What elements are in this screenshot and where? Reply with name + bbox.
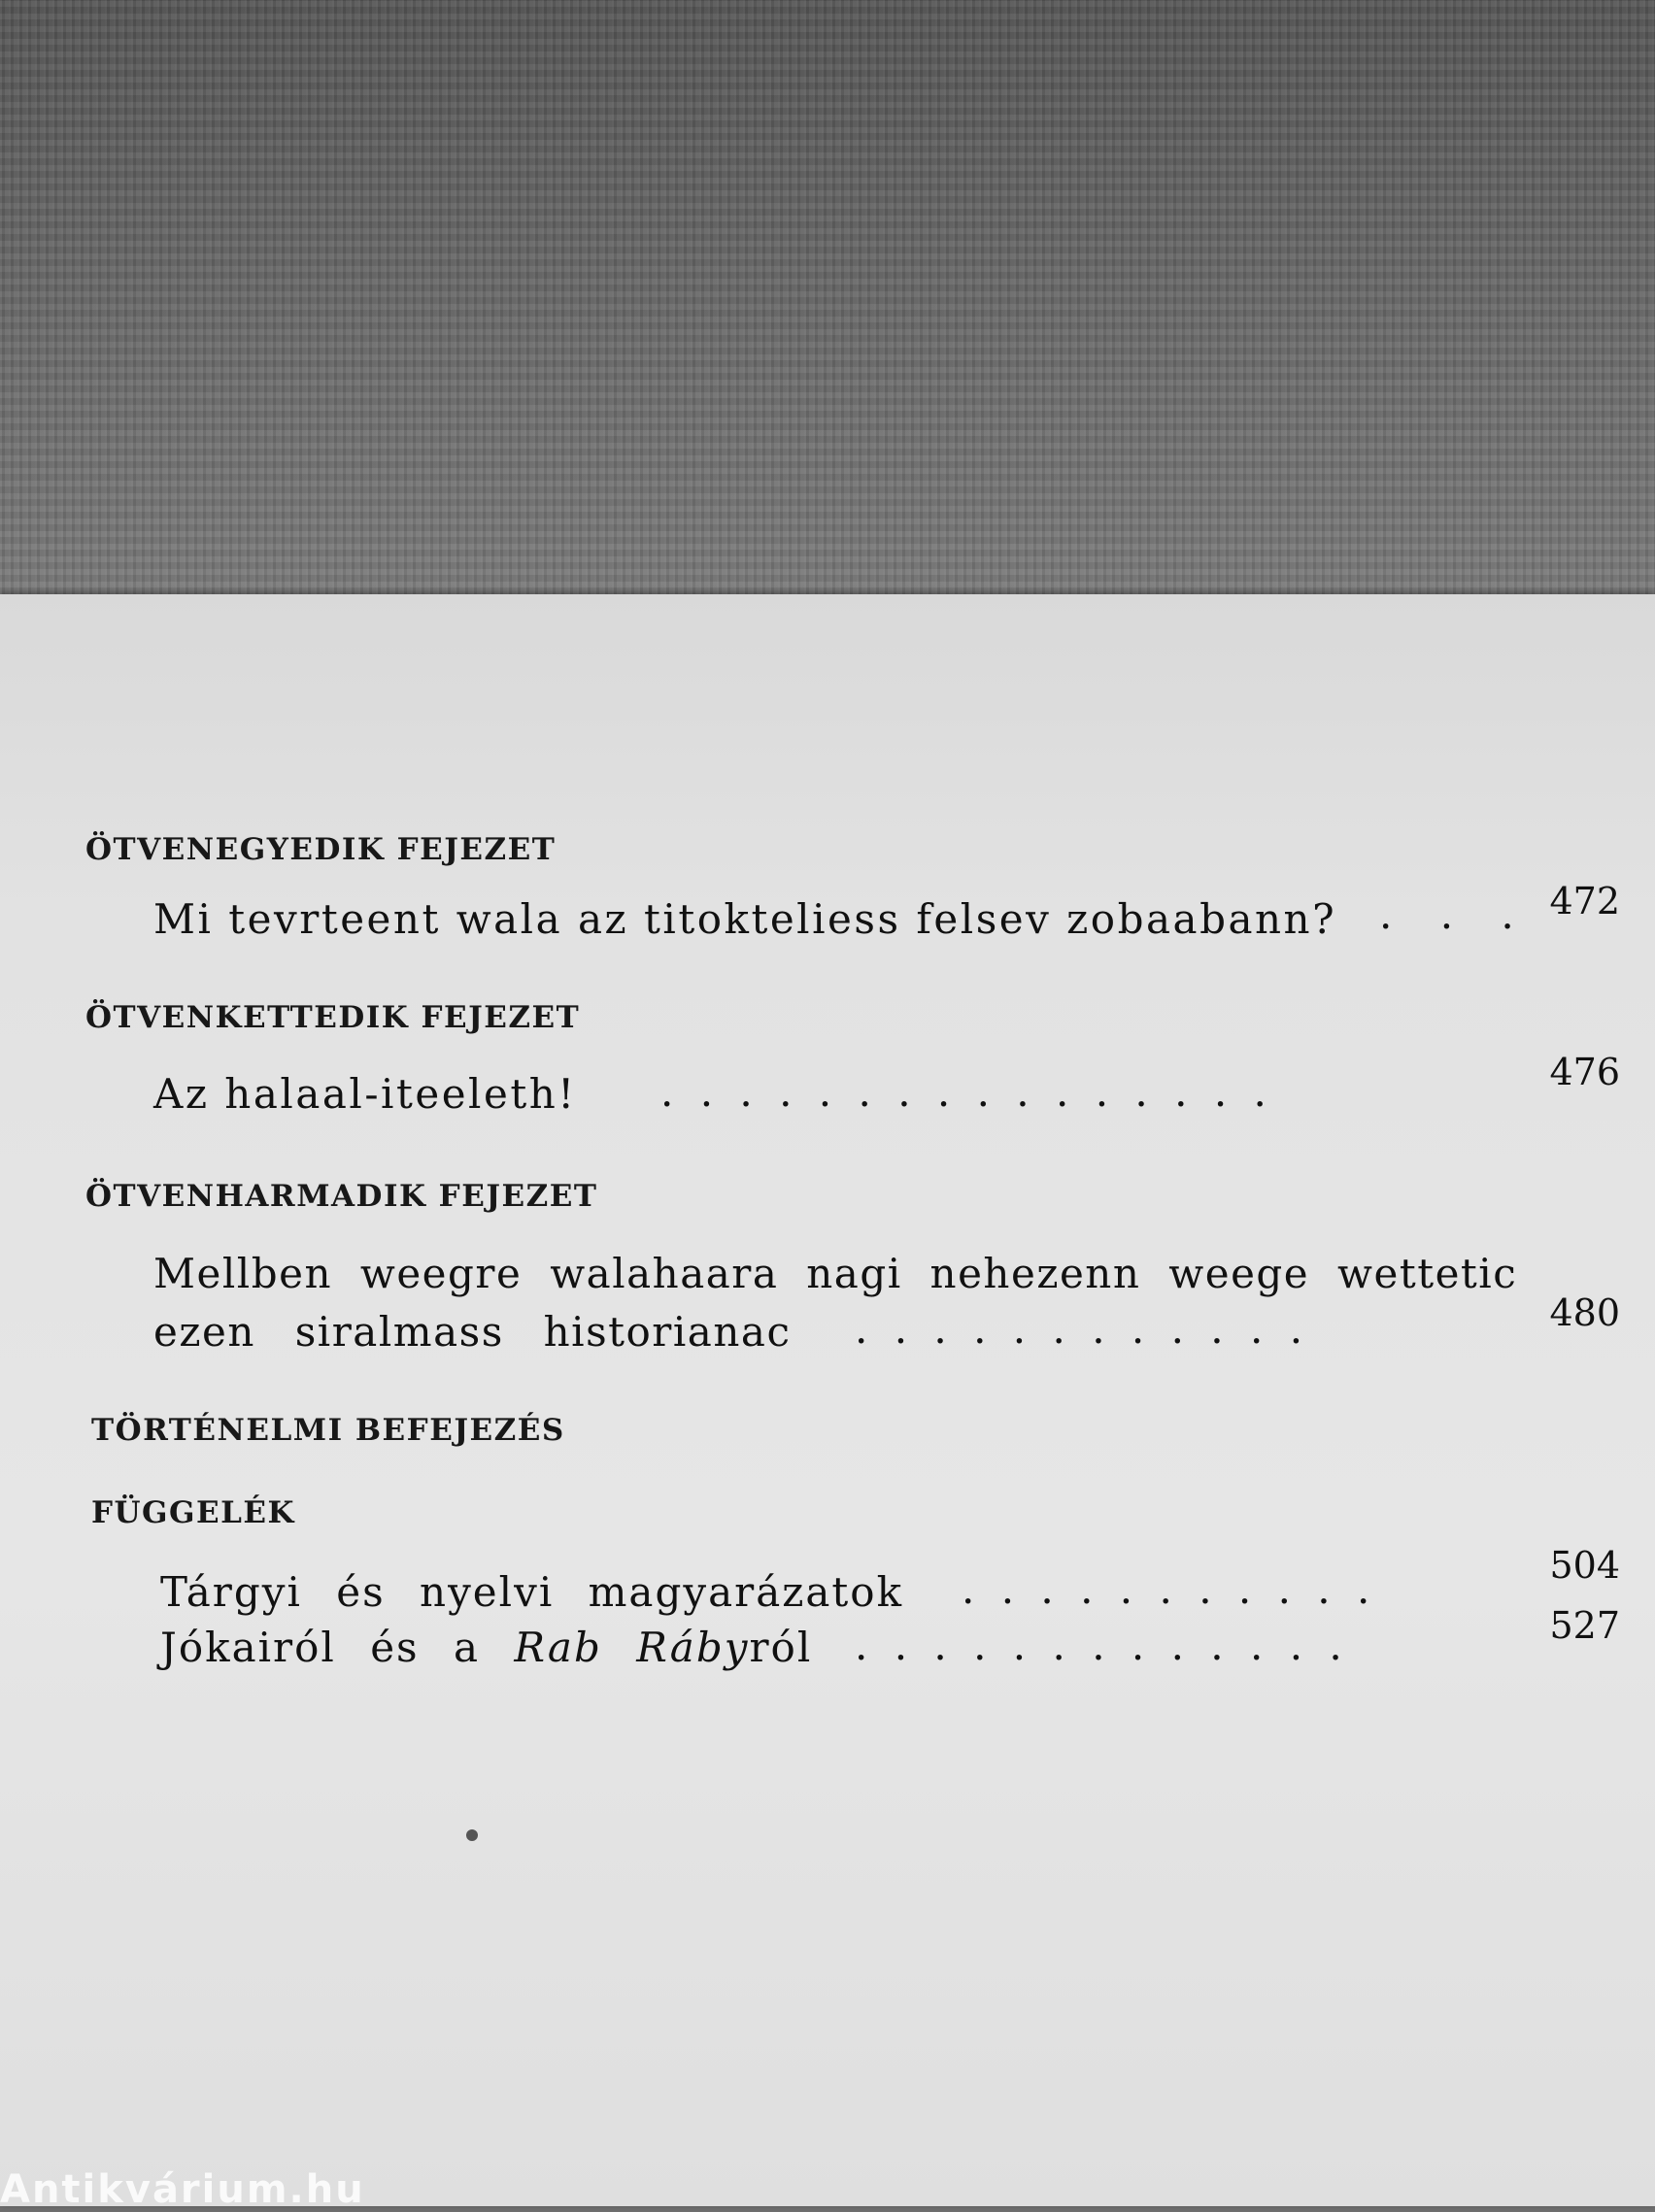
leader-dots: . . . . . . . . . . . . . . . . (660, 1068, 1267, 1116)
background-surface (0, 0, 1655, 607)
chapter-title: Az halaal-iteeleth! (153, 1070, 577, 1118)
leader-dots: . . . . . . . . . . . . (855, 1305, 1303, 1353)
appendix-item-title: Tárgyi és nyelvi magyarázatok (160, 1568, 904, 1616)
table-of-contents (0, 594, 1655, 2212)
chapter-heading: ÖTVENHARMADIK FEJEZET (85, 1179, 598, 1214)
watermark: Antikvárium.hu (0, 2167, 365, 2212)
title-suffix: ról (749, 1624, 813, 1671)
title-text: Jókairól és a (160, 1624, 515, 1671)
leader-dots: . . . . . . . . . . . . . (855, 1622, 1342, 1669)
chapter-heading: ÖTVENEGYEDIK FEJEZET (85, 832, 557, 867)
chapter-title-line: Mellben weegre walahaara nagi nehezenn weege wettetic (153, 1250, 1518, 1297)
book-page (0, 594, 1655, 2212)
chapter-heading: ÖTVENKETTEDIK FEJEZET (85, 1000, 581, 1035)
page-number[interactable]: 527 (1549, 1604, 1620, 1647)
ink-speck (466, 1829, 478, 1841)
page-number[interactable]: 480 (1549, 1291, 1620, 1334)
section-heading: TÖRTÉNELMI BEFEJEZÉS (91, 1413, 565, 1448)
page-number[interactable]: 472 (1549, 880, 1620, 922)
chapter-title-line: ezen siralmass historianac (153, 1308, 792, 1356)
page-number[interactable]: 504 (1549, 1544, 1620, 1587)
book-title-italic: Rab Ráby (514, 1624, 750, 1671)
section-heading: FÜGGELÉK (91, 1495, 295, 1530)
leader-dots: . . . . . . . . . . . (962, 1565, 1370, 1613)
appendix-item-title (160, 1624, 812, 1671)
page-number[interactable]: 476 (1549, 1051, 1620, 1093)
chapter-title: Mi tevrteent wala az titokteliess felsev zobaabann? (153, 895, 1337, 943)
leader-dots: . . . (1379, 890, 1532, 938)
